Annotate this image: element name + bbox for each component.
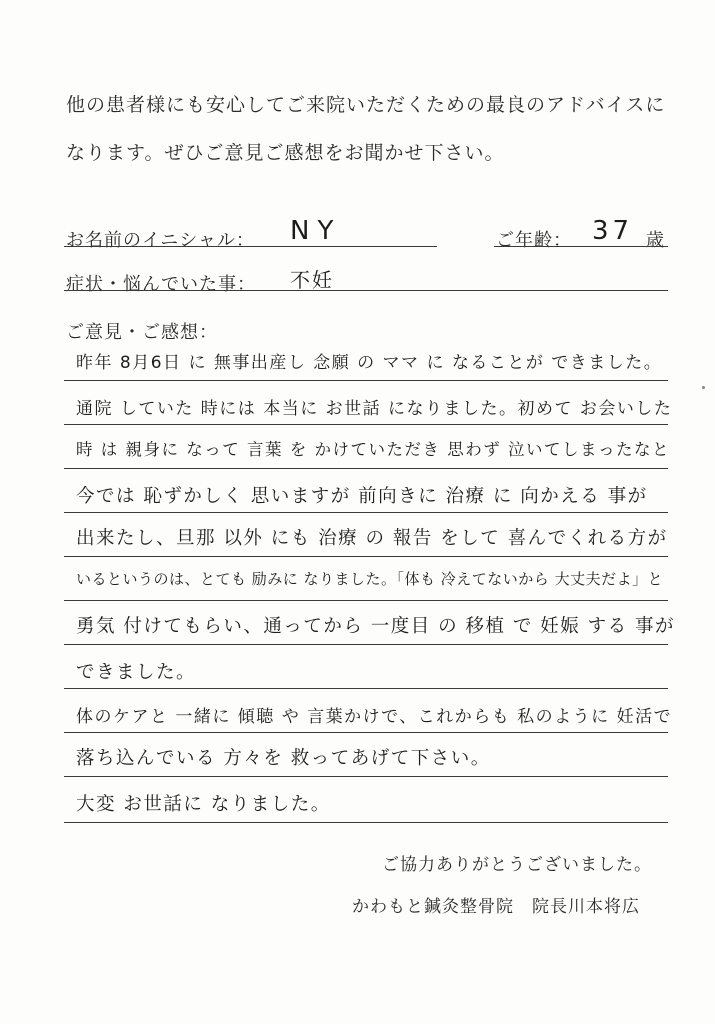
- comment-rule: [64, 512, 668, 513]
- comment-rule: [64, 380, 668, 381]
- intro-line-1: 他の患者様にも安心してご来院いただくための最良のアドバイスに: [66, 94, 666, 116]
- symptom-label: 症状・悩んでいた事：: [66, 274, 256, 295]
- initial-value: NY: [290, 216, 342, 246]
- comment-line: 出来たし、旦那 以外 にも 治療 の 報告 をして 喜んでくれる方が: [76, 528, 668, 549]
- comment-rule: [64, 556, 668, 557]
- comment-rule: [64, 776, 668, 777]
- comment-rule: [64, 644, 668, 645]
- intro-line-2: なります。ぜひご意見ご感想をお聞かせ下さい。: [66, 142, 505, 164]
- initial-underline: [64, 246, 437, 247]
- comment-line: 通院 していた 時には 本当に お世話 になりました。初めて お会いした: [76, 399, 673, 419]
- comment-line: いるというのは、とても 励みに なりました。「体も 冷えてないから 大丈夫だよ」と: [76, 570, 664, 588]
- symptom-value: 不妊: [290, 268, 334, 292]
- comment-line: 今では 恥ずかしく 思いますが 前向きに 治療 に 向かえる 事が: [76, 486, 648, 507]
- comment-line: 時 は 親身に なって 言葉 を かけていただき 思わず 泣いてしまったなと: [76, 440, 670, 459]
- comment-line: 落ち込んでいる 方々を 救ってあげて下さい。: [76, 748, 491, 769]
- initial-label: お名前のイニシャル：: [66, 230, 255, 251]
- comment-label: ご意見・ご感想：: [66, 322, 218, 343]
- comment-line: 勇気 付けてもらい、通ってから 一度目 の 移植 で 妊娠 する 事が: [76, 616, 676, 637]
- age-value: 37: [592, 216, 634, 246]
- age-unit: 歳: [646, 230, 665, 251]
- symptom-underline: [64, 290, 668, 291]
- comment-rule: [64, 600, 668, 601]
- paper-speck: [702, 386, 705, 389]
- comment-rule: [64, 822, 668, 823]
- comment-rule: [64, 732, 668, 733]
- comment-line: 体のケアと 一緒に 傾聴 や 言葉かけで、これからも 私のように 妊活で: [76, 707, 673, 727]
- clinic-signature: かわもと鍼灸整骨院 院長川本将広: [352, 897, 640, 917]
- comment-rule: [64, 688, 668, 689]
- thanks-text: ご協力ありがとうございました。: [382, 855, 652, 875]
- age-label: ご年齢：: [496, 230, 572, 251]
- age-underline: [494, 246, 668, 247]
- comment-line: できました。: [76, 662, 197, 683]
- comment-rule: [64, 468, 668, 469]
- comment-rule: [64, 424, 668, 425]
- comment-line: 大変 お世話に なりました。: [76, 794, 331, 815]
- comment-line: 昨年 8月6日 に 無事出産し 念願 の ママ に なることが できました。: [76, 353, 663, 373]
